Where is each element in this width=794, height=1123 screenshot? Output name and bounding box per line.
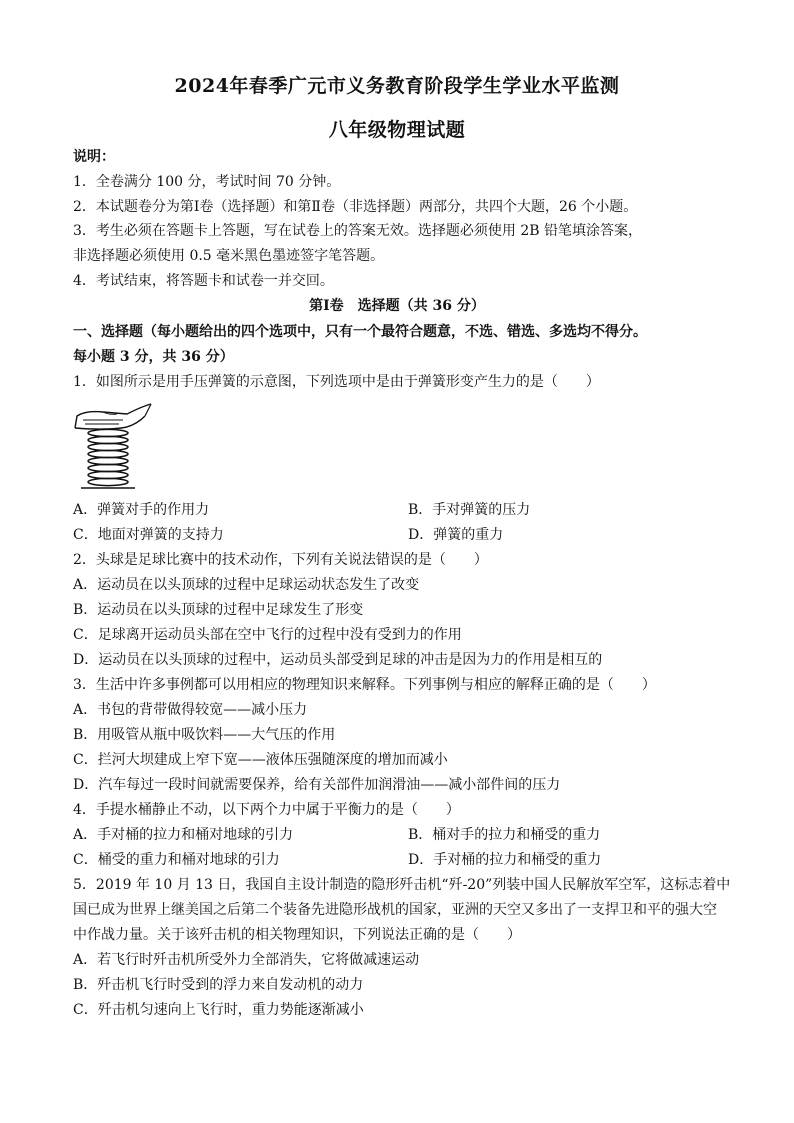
question-3-stem: 3．生活中许多事例都可以用相应的物理知识来解释。下列事例与相应的解释正确的是（ ） (73, 677, 656, 693)
question-2-option-b: B．运动员在以头顶球的过程中足球发生了形变 (73, 602, 364, 618)
question-4-stem: 4．手提水桶静止不动，以下两个力中属于平衡力的是（ ） (73, 802, 460, 818)
question-5-stem: 5．2019 年 10 月 13 日，我国自主设计制造的隐形歼击机“歼-20”列装中国人民解放军空军，这标志着中 (73, 877, 731, 893)
question-1-option-a: A．弹簧对手的作用力 (73, 502, 210, 518)
question-2-option-d: D．运动员在以头顶球的过程中，运动员头部受到足球的冲击是因为力的作用是相互的 (73, 652, 603, 668)
question-5-option-b: B．歼击机飞行时受到的浮力来自发动机的动力 (73, 977, 364, 993)
question-5-option-a: A．若飞行时歼击机所受外力全部消失，它将做减速运动 (73, 952, 420, 968)
instruction-item-1: 1．全卷满分 100 分，考试时间 70 分钟。 (73, 174, 341, 190)
question-4-option-a: A．手对桶的拉力和桶对地球的引力 (73, 827, 294, 843)
question-4-option-b: B．桶对手的拉力和桶受的重力 (408, 827, 601, 843)
part-heading: 一、选择题（每小题给出的四个选项中，只有一个最符合题意，不选、错选、多选均不得分。 (73, 324, 647, 340)
question-2-stem: 2．头球是足球比赛中的技术动作，下列有关说法错误的是（ ） (73, 552, 488, 568)
hand-pressing-spring-icon (73, 402, 155, 492)
question-1-option-d: D．弹簧的重力 (408, 527, 504, 543)
part-heading-cont: 每小题 3 分，共 36 分） (73, 349, 234, 365)
instruction-item-3-cont: 非选择题必须使用 0.5 毫米黑色墨迹签字笔答题。 (73, 248, 385, 264)
question-2-option-a: A．运动员在以头顶球的过程中足球运动状态发生了改变 (73, 577, 420, 593)
page-subtitle: 八年级物理试题 (328, 119, 466, 141)
instruction-item-2: 2．本试题卷分为第Ⅰ卷（选择题）和第Ⅱ卷（非选择题）两部分，共四个大题，26 个小题。 (73, 199, 638, 215)
instruction-item-3: 3．考生必须在答题卡上答题，写在试卷上的答案无效。选择题必须使用 2B 铅笔填涂答案， (73, 223, 643, 239)
question-5-stem-cont-2: 中作战力量。关于该歼击机的相关物理知识，下列说法正确的是（ ） (73, 927, 521, 943)
question-4-option-c: C．桶受的重力和桶对地球的引力 (73, 852, 280, 868)
instruction-item-4: 4．考试结束，将答题卡和试卷一并交回。 (73, 273, 334, 289)
page-title: 2024年春季广元市义务教育阶段学生学业水平监测 (174, 75, 620, 97)
question-1-option-c: C．地面对弹簧的支持力 (73, 527, 224, 543)
question-3-option-c: C．拦河大坝建成上窄下宽——液体压强随深度的增加而减小 (73, 752, 448, 768)
instructions-heading: 说明： (73, 149, 115, 165)
question-1-option-b: B．手对弹簧的压力 (408, 502, 531, 518)
question-3-option-b: B．用吸管从瓶中吸饮料——大气压的作用 (73, 727, 336, 743)
question-1-stem: 1．如图所示是用手压弹簧的示意图，下列选项中是由于弹簧形变产生力的是（ ） (73, 374, 600, 390)
question-5-option-c: C．歼击机匀速向上飞行时，重力势能逐渐减小 (73, 1002, 364, 1018)
question-3-option-a: A．书包的背带做得较宽——减小压力 (73, 702, 308, 718)
question-4-option-d: D．手对桶的拉力和桶受的重力 (408, 852, 602, 868)
section-title: 第Ⅰ卷 选择题（共 36 分） (309, 298, 485, 314)
question-3-option-d: D．汽车每过一段时间就需要保养，给有关部件加润滑油——减小部件间的压力 (73, 777, 561, 793)
question-2-option-c: C．足球离开运动员头部在空中飞行的过程中没有受到力的作用 (73, 627, 462, 643)
question-5-stem-cont-1: 国已成为世界上继美国之后第二个装备先进隐形战机的国家，亚洲的天空又多出了一支捍卫和平的强大空 (73, 902, 717, 918)
